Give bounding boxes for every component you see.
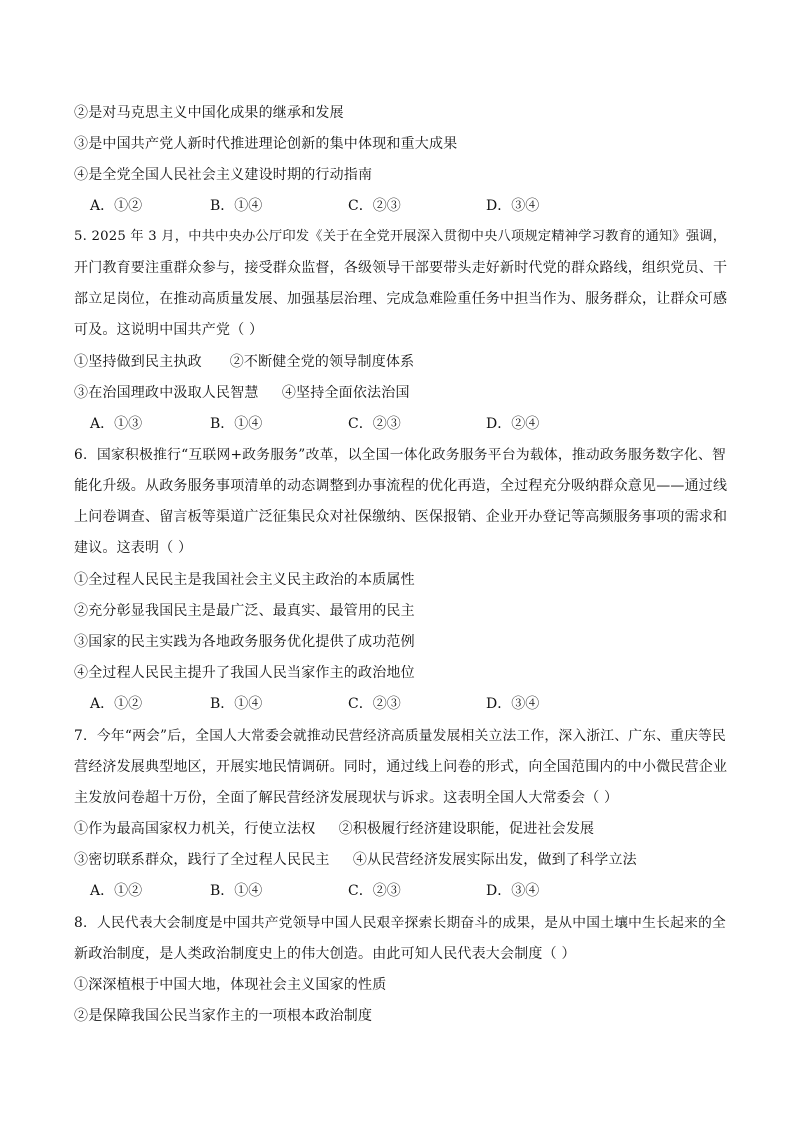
- q6-stem-line-4: 建议。这表明（ ）: [74, 540, 193, 556]
- q6-stem-line-3: 上问卷调查、留言板等渠道广泛征集民众对社保缴纳、医保报销、企业开办登记等高频服务事项的需求和: [74, 509, 728, 525]
- q8-statement-2: ②是保障我国公民当家作主的一项根本政治制度: [74, 1008, 373, 1024]
- q4-option-a[interactable]: A．①②: [90, 198, 143, 214]
- q7-option-c[interactable]: C．②③: [348, 883, 401, 899]
- q7-options: [90, 881, 630, 901]
- q6-option-c[interactable]: C．②③: [348, 696, 401, 712]
- q8-statement-1: ①深深植根于中国大地，体现社会主义国家的性质: [74, 977, 387, 993]
- q5-stem-line-2: 开门教育要注重群众参与，接受群众监督，各级领导干部要带头走好新时代党的群众路线，组织党员、干: [74, 260, 728, 276]
- q7-statements-1-2: ①作为最高国家权力机关，行使立法权 ②积极履行经济建设职能，促进社会发展: [74, 821, 595, 837]
- q7-option-d[interactable]: D．③④: [486, 883, 540, 899]
- q6-statement-1: ①全过程人民民主是我国社会主义民主政治的本质属性: [74, 572, 415, 588]
- q4-statement-2: ②是对马克思主义中国化成果的继承和发展: [74, 105, 344, 121]
- q6-option-d[interactable]: D．③④: [486, 696, 540, 712]
- q7-stem-line-3: 主发放问卷超十万份，全面了解民营经济发展现状与诉求。这表明全国人大常委会（ ）: [74, 790, 619, 806]
- q4-option-d[interactable]: D．③④: [486, 198, 540, 214]
- q6-stem-line-2: 能化升级。从政务服务事项清单的动态调整到办事流程的优化再造，全过程充分吸纳群众意见——通过线: [74, 478, 728, 494]
- q5-stem-line-4: 可及。这说明中国共产党（ ）: [74, 322, 264, 338]
- q7-option-b[interactable]: B．①④: [210, 883, 263, 899]
- q5-option-c[interactable]: C．②③: [348, 416, 401, 432]
- q5-statements-1-2: ①坚持做到民主执政 ②不断健全党的领导制度体系: [74, 354, 415, 370]
- q5-stem-line-1: 5. 2025 年 3 月，中共中央办公厅印发《关于在全党开展深入贯彻中央八项规定精神学习教育的通知》强调，: [74, 229, 727, 244]
- q6-statement-3: ③国家的民主实践为各地政务服务优化提供了成功范例: [74, 634, 415, 650]
- q6-statement-2: ②充分彰显我国民主是最广泛、最真实、最管用的民主: [74, 603, 415, 619]
- q6-options: [90, 694, 630, 714]
- q5-stem-line-3: 部立足岗位，在推动高质量发展、加强基层治理、完成急难险重任务中担当作为、服务群众，让群众可感: [74, 291, 728, 307]
- q5-options: [90, 414, 630, 434]
- q4-options: [90, 196, 630, 216]
- q4-statement-3: ③是中国共产党人新时代推进理论创新的集中体现和重大成果: [74, 136, 458, 152]
- q5-option-a[interactable]: A．①③: [90, 416, 143, 432]
- q6-statement-4: ④全过程人民民主提升了我国人民当家作主的政治地位: [74, 665, 415, 681]
- q4-statement-4: ④是全党全国人民社会主义建设时期的行动指南: [74, 167, 373, 183]
- q7-statements-3-4: ③密切联系群众，践行了全过程人民民主 ④从民营经济发展实际出发，做到了科学立法: [74, 852, 637, 868]
- q4-option-c[interactable]: C．②③: [348, 198, 401, 214]
- q7-stem-line-2: 营经济发展典型地区，开展实地民情调研。同时，通过线上问卷的形式，向全国范围内的中小微民营企业: [74, 759, 728, 775]
- q6-stem-line-1: 6．国家积极推行“互联网+政务服务”改革，以全国一体化政务服务平台为载体，推动政务服务数字化、智: [74, 447, 726, 463]
- q8-stem-line-2: 新政治制度，是人类政治制度史上的伟大创造。由此可知人民代表大会制度（ ）: [74, 946, 576, 962]
- q4-option-b[interactable]: B．①④: [210, 198, 263, 214]
- q7-stem-line-1: 7．今年“两会”后，全国人大常委会就推动民营经济高质量发展相关立法工作，深入浙江、广东、重庆等民: [74, 728, 726, 744]
- q7-option-a[interactable]: A．①②: [90, 883, 143, 899]
- q5-option-b[interactable]: B．①④: [210, 416, 263, 432]
- q6-option-a[interactable]: A．①②: [90, 696, 143, 712]
- q6-option-b[interactable]: B．①④: [210, 696, 263, 712]
- q5-option-d[interactable]: D．②④: [486, 416, 540, 432]
- q5-statements-3-4: ③在治国理政中汲取人民智慧 ④坚持全面依法治国: [74, 385, 410, 401]
- q8-stem-line-1: 8．人民代表大会制度是中国共产党领导中国人民艰辛探索长期奋斗的成果，是从中国土壤中生长起来的全: [74, 915, 726, 931]
